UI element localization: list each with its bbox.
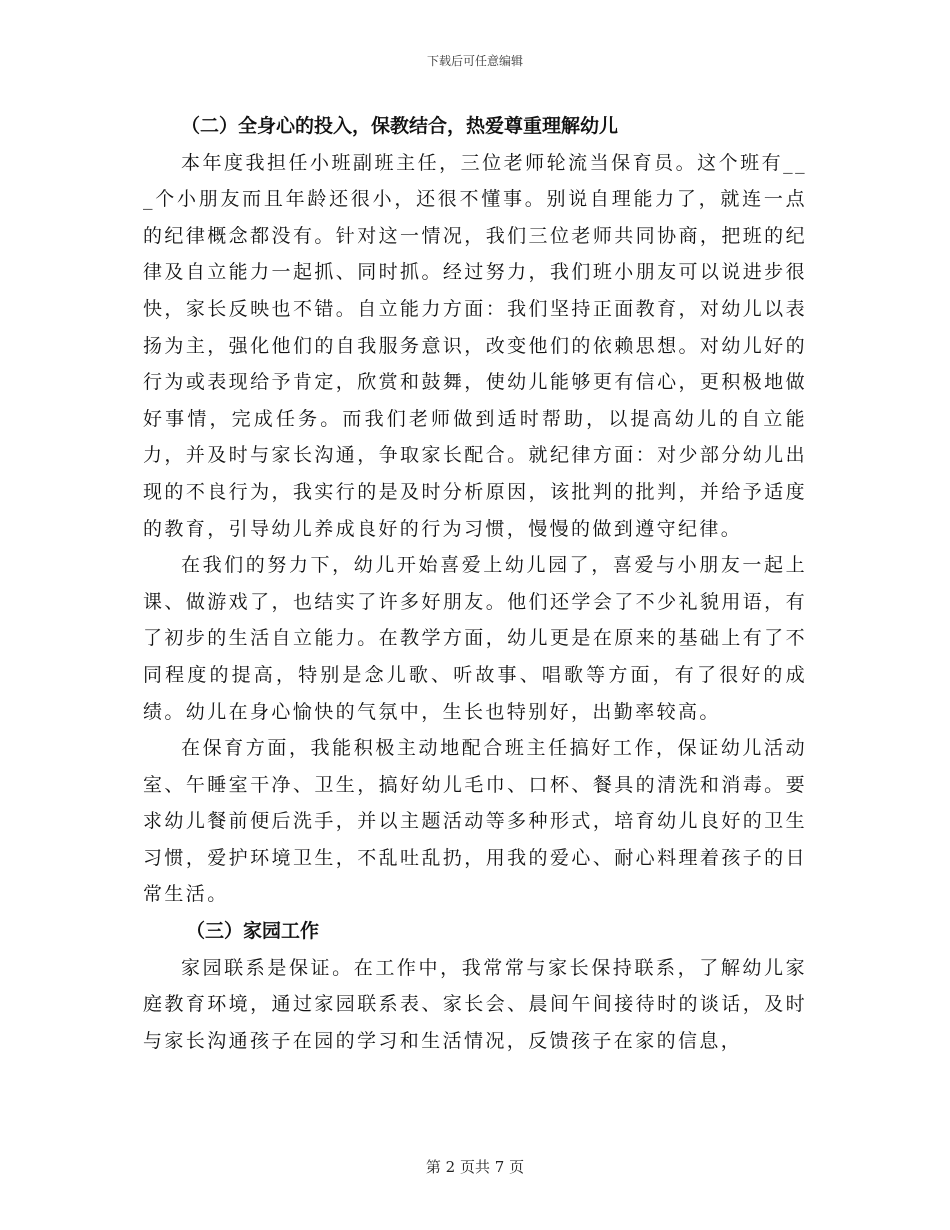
paragraph-childcare: 在保育方面，我能积极主动地配合班主任搞好工作，保证幼儿活动室、午睡室干净、卫生，搞好幼儿毛巾、口杯、餐具的清洗和消毒。要求幼儿餐前便后洗手，并以主题活动等多种形式，培育幼儿良好的卫生习惯，爱护环境卫生，不乱吐乱扔，用我的爱心、耐心料理着孩子的日常生活。 (143, 737, 807, 906)
section-heading-2: （二）全身心的投入，保教结合，热爱尊重理解幼儿 (181, 115, 619, 137)
paragraph-home-school: 家园联系是保证。在工作中，我常常与家长保持联系，了解幼儿家庭教育环境，通过家园联系表、家长会、晨间午间接待时的谈话，及时与家长沟通孩子在园的学习和生活情况，反馈孩子在家的信息， (143, 956, 807, 1052)
page-number: 第 2 页共 7 页 (425, 1158, 525, 1176)
page-header-note: 下载后可任意编辑 (426, 54, 523, 68)
document-body (143, 108, 807, 1059)
paragraph-class-management: 本年度我担任小班副班主任，三位老师轮流当保育员。这个班有___个小朋友而且年龄还很小，还很不懂事。别说自理能力了，就连一点的纪律概念都没有。针对这一情况，我们三位老师共同协商，把班的纪律及自立能力一起抓、同时抓。经过努力，我们班小朋友可以说进步很快，家长反映也不错。自立能力方面：我们坚持正面教育，对幼儿以表扬为主，强化他们的自我服务意识，改变他们的依赖思想。对幼儿好的行为或表现给予肯定，欣赏和鼓舞，使幼儿能够更有信心，更积极地做好事情，完成任务。而我们老师做到适时帮助，以提高幼儿的自立能力，并及时与家长沟通，争取家长配合。就纪律方面：对少部分幼儿出现的不良行为，我实行的是及时分析原因，该批判的批判，并给予适度的教育，引导幼儿养成良好的行为习惯，慢慢的做到遵守纪律。 (143, 151, 807, 540)
section-heading-3: （三）家园工作 (186, 920, 320, 943)
paragraph-children-progress: 在我们的努力下，幼儿开始喜爱上幼儿园了，喜爱与小朋友一起上课、做游戏了，也结实了许多好朋友。他们还学会了不少礼貌用语，有了初步的生活自立能力。在教学方面，幼儿更是在原来的基础上有了不同程度的提高，特别是念儿歌、听故事、唱歌等方面，有了很好的成绩。幼儿在身心愉快的气氛中，生长也特别好，出勤率较高。 (143, 554, 807, 723)
